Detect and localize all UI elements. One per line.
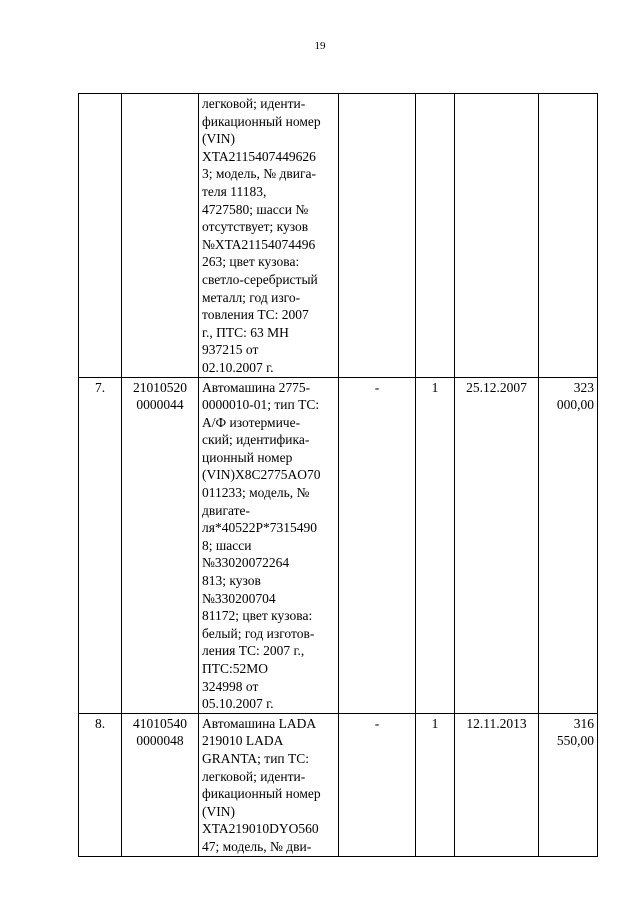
inventory-number-cell-line: 0000048 <box>136 733 184 749</box>
description-cell-line: легковой; иденти- <box>202 768 306 784</box>
date-cell: 12.11.2013 <box>455 713 539 856</box>
inventory-number-cell-line: 41010540 <box>133 715 187 731</box>
description-cell-line: металл; год изго- <box>202 289 301 305</box>
description-cell <box>199 94 339 378</box>
description-cell-line: 81172; цвет кузова: <box>202 608 313 624</box>
description-cell-line: 937215 от <box>202 342 259 358</box>
description-cell-line: (VIN) <box>202 131 235 147</box>
table-row <box>79 713 598 856</box>
description-cell-line: ПТС:52МО <box>202 661 269 676</box>
cost-cell-line: 323 <box>573 379 594 395</box>
row-number-cell: 7. <box>79 377 122 713</box>
description-cell <box>199 377 339 713</box>
cost-cell-line: 550,00 <box>556 733 594 749</box>
description-cell-line: г., ПТС: 63 МН <box>202 324 289 340</box>
description-cell-line: 02.10.2007 г. <box>202 359 274 375</box>
cost-cell <box>539 713 598 856</box>
dash-cell: - <box>339 713 416 856</box>
description-cell-line: 219010 LADA <box>202 733 284 749</box>
description-cell-line: товления ТС: 2007 <box>202 307 309 323</box>
description-cell-line: светло-серебристый <box>202 271 318 287</box>
cost-cell-line: 000,00 <box>556 397 594 413</box>
row-number-cell <box>79 94 122 378</box>
description-cell-line: (VIN)X8C2775AO70 <box>202 467 321 483</box>
inventory-number-cell <box>122 377 199 713</box>
page-number: 19 <box>314 40 326 52</box>
description-cell-line: А/Ф изотермиче- <box>202 414 301 430</box>
description-cell-line: XTA219010DYO560 <box>202 821 319 837</box>
table-row <box>79 94 598 378</box>
description-cell-line: Автомашина 2775- <box>202 379 311 395</box>
description-cell-line: 0000010-01; тип ТС: <box>202 397 320 413</box>
description-cell-line: 263; цвет кузова: <box>202 254 300 270</box>
table-row <box>79 377 598 713</box>
description-cell-line: белый; год изготов- <box>202 625 315 641</box>
description-cell-line: ционный номер <box>202 449 293 465</box>
inventory-number-cell <box>122 94 199 378</box>
description-cell-line: теля 11183, <box>202 183 267 199</box>
date-cell <box>455 94 539 378</box>
description-cell-line: 813; кузов <box>202 573 261 589</box>
description-cell-line: 8; шасси <box>202 537 252 553</box>
date-cell: 25.12.2007 <box>455 377 539 713</box>
description-cell-line: 05.10.2007 г. <box>202 696 274 712</box>
cost-cell <box>539 377 598 713</box>
asset-table <box>78 93 598 857</box>
description-cell-line: двигате- <box>202 502 251 518</box>
description-cell-line: фикационный номер <box>202 786 321 802</box>
quantity-cell: 1 <box>416 713 455 856</box>
description-cell-line: XTA2115407449626 <box>202 148 316 164</box>
inventory-number-cell-line: 21010520 <box>133 379 187 395</box>
description-cell-line: 3; модель, № двига- <box>202 166 317 182</box>
description-cell-line: фикационный номер <box>202 113 321 129</box>
description-cell-line: ления ТС: 2007 г., <box>202 643 305 659</box>
dash-cell: - <box>339 377 416 713</box>
description-cell-line: GRANTA; тип ТС: <box>202 750 310 766</box>
inventory-number-cell-line: 0000044 <box>136 397 184 413</box>
description-cell-line: Автомашина LADA <box>202 715 317 731</box>
description-cell-line: 4727580; шасси № <box>202 201 309 217</box>
quantity-cell <box>416 94 455 378</box>
description-cell-line: отсутствует; кузов <box>202 219 309 235</box>
description-cell-line: ский; идентифика- <box>202 432 310 448</box>
description-cell <box>199 713 339 856</box>
description-cell-line: легковой; иденти- <box>202 96 306 111</box>
description-cell-line: №XTA21154074496 <box>202 236 316 252</box>
description-cell-line: №330200704 <box>202 590 276 606</box>
dash-cell <box>339 94 416 378</box>
inventory-number-cell <box>122 713 199 856</box>
cost-cell-line: 316 <box>573 715 594 731</box>
row-number-cell: 8. <box>79 713 122 856</box>
description-cell-line: (VIN) <box>202 803 235 819</box>
description-cell-line: №33020072264 <box>202 555 290 571</box>
description-cell-line: 47; модель, № дви- <box>202 838 312 854</box>
quantity-cell: 1 <box>416 377 455 713</box>
description-cell-line: 324998 от <box>202 678 259 694</box>
description-cell-line: ля*40522P*7315490 <box>202 520 317 536</box>
cost-cell <box>539 94 598 378</box>
description-cell-line: 011233; модель, № <box>202 485 310 501</box>
